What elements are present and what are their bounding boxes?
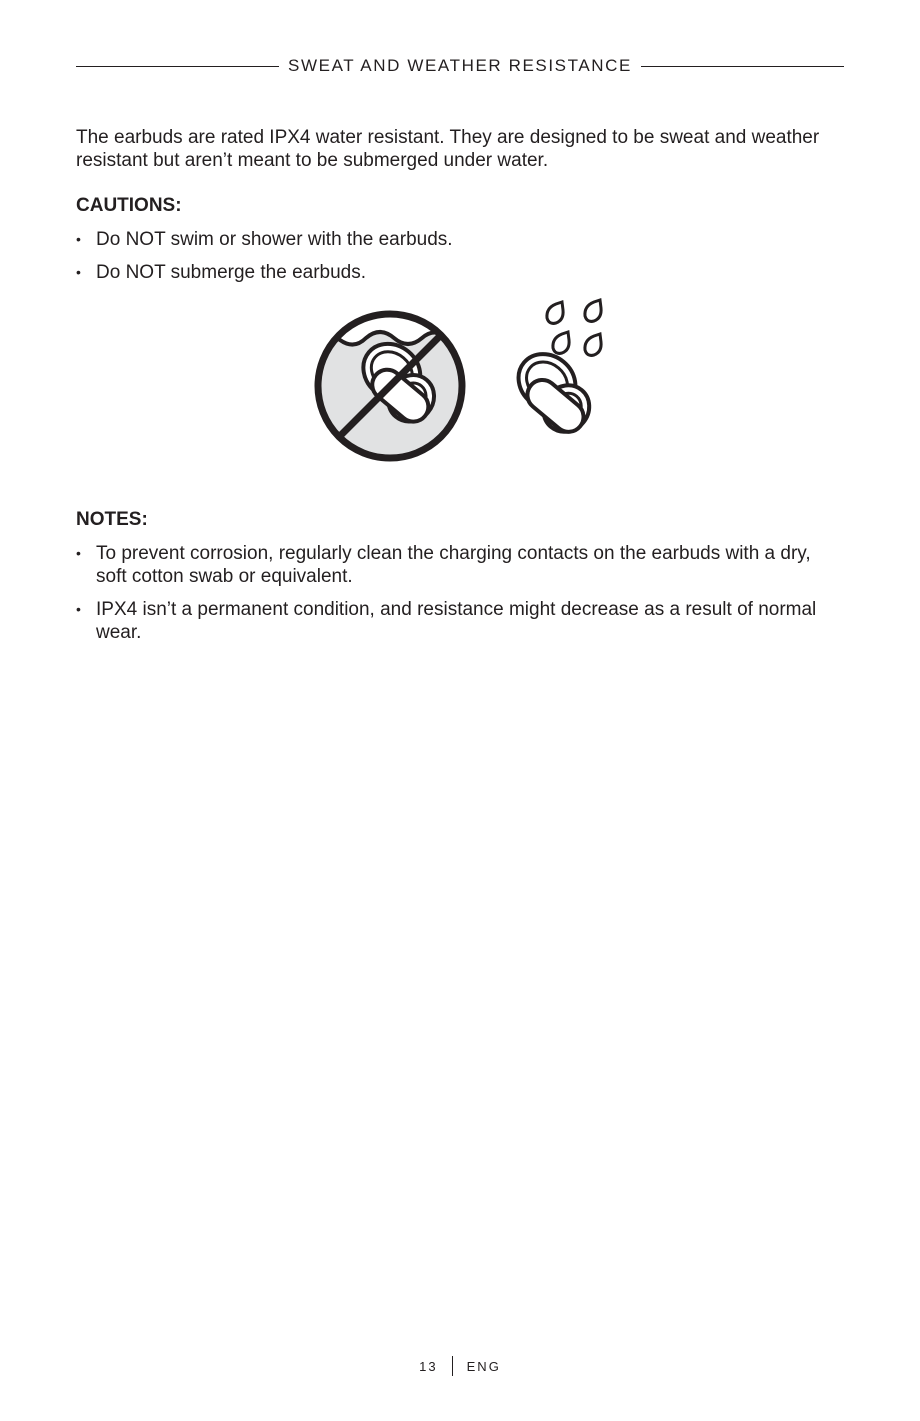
no-submerge-icon [314, 314, 472, 468]
header-rule-left [76, 66, 279, 67]
list-item [76, 228, 836, 251]
bullet-icon: • [76, 231, 81, 247]
list-item [76, 542, 836, 588]
section-header [76, 56, 844, 76]
earbud-raindrops-icon [503, 300, 605, 441]
list-item [76, 261, 836, 284]
notes-list [76, 542, 836, 654]
bullet-icon: • [76, 545, 81, 561]
notes-heading: NOTES: [76, 509, 148, 530]
note-text: IPX4 isn’t a permanent condition, and resistance might decrease as a result of normal wear. [96, 599, 817, 643]
intro-paragraph: The earbuds are rated IPX4 water resistant. They are designed to be sweat and weather resistant but aren’t meant to be submerged under water. [76, 127, 820, 171]
header-rule-right [641, 66, 844, 67]
cautions-list [76, 228, 836, 294]
bullet-icon: • [76, 264, 81, 280]
page-number: 13 [419, 1358, 438, 1374]
cautions-heading: CAUTIONS: [76, 195, 182, 216]
water-resistance-illustration [300, 296, 620, 468]
caution-text: Do NOT submerge the earbuds. [96, 262, 367, 283]
note-text: To prevent corrosion, regularly clean the charging contacts on the earbuds with a dry, soft cotton swab or equivalent. [96, 543, 811, 587]
list-item [76, 598, 836, 644]
language-label: ENG [466, 1358, 501, 1374]
section-title: SWEAT AND WEATHER RESISTANCE [288, 56, 632, 75]
page-footer [0, 1356, 920, 1376]
footer-divider [452, 1356, 453, 1376]
caution-text: Do NOT swim or shower with the earbuds. [96, 229, 453, 250]
bullet-icon: • [76, 601, 81, 617]
